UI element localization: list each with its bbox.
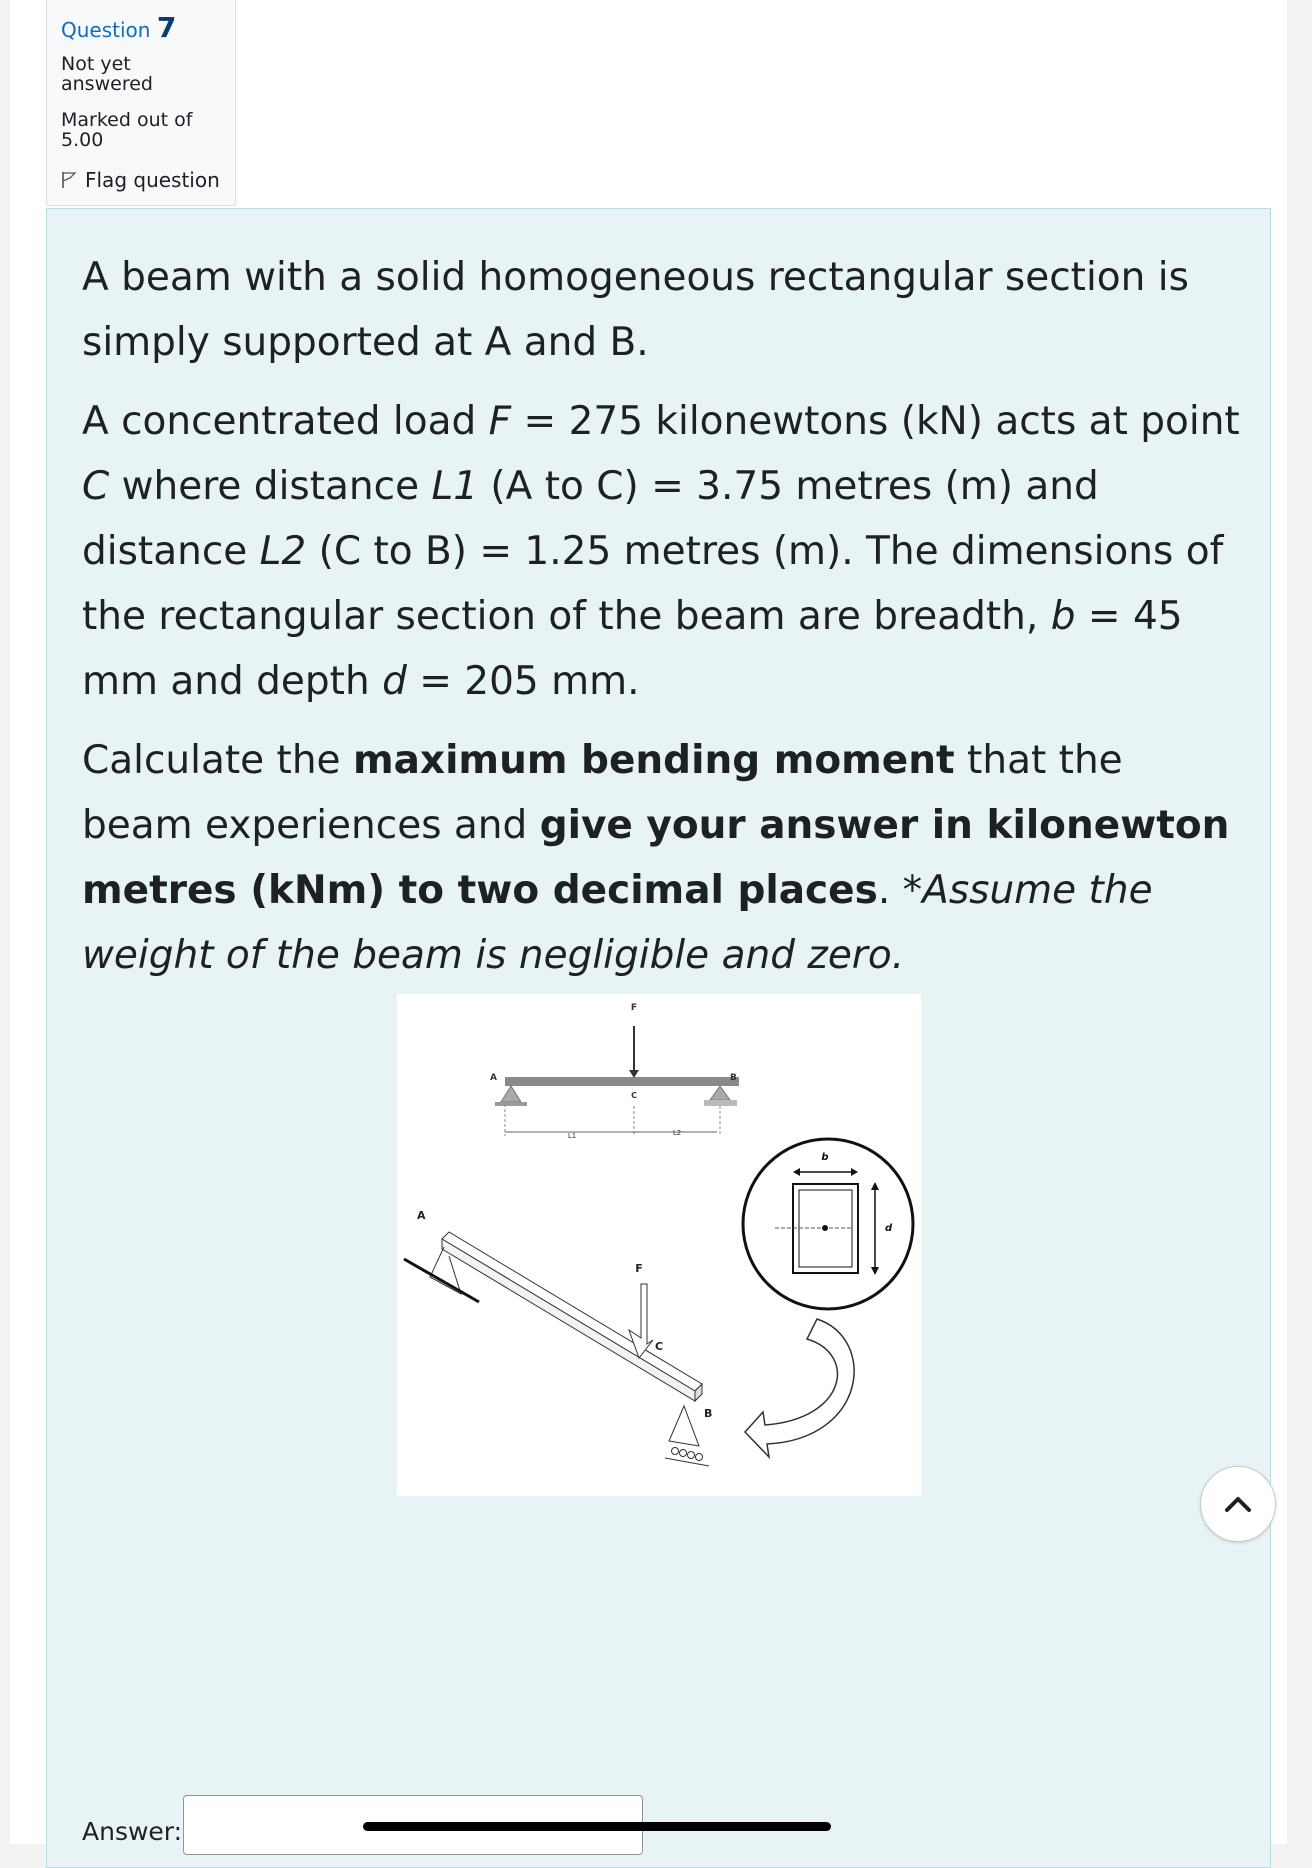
label-C-top: C	[631, 1091, 637, 1100]
ground-A	[495, 1102, 527, 1106]
answer-label: Answer:	[82, 1817, 183, 1846]
flag-icon	[61, 171, 77, 189]
question-marks: Marked out of 5.00	[61, 109, 193, 151]
beam-diagram	[397, 994, 921, 1496]
question-state: Not yet answered	[61, 53, 153, 95]
load-arrowhead-2d	[629, 1070, 639, 1078]
ground-A-3d	[404, 1259, 479, 1302]
label-d: d	[885, 1223, 893, 1234]
question-label: Question	[61, 18, 151, 42]
beam-2d	[505, 1077, 739, 1086]
roller-support-3d	[669, 1406, 699, 1446]
question-paragraph-1: A beam with a solid homogeneous rectangular section is simply supported at A and B.	[82, 255, 1189, 365]
centroid	[822, 1225, 828, 1231]
question-number	[61, 11, 221, 44]
flag-question-label: Flag question	[85, 168, 220, 192]
question-paragraph-3: Calculate the maximum bending moment that the beam experiences and give your answer in kilonewton metres (kNm) to two decimal places. *Assume the weight of the beam is negligible and zero.	[82, 738, 1230, 978]
roller-support-B	[710, 1086, 730, 1100]
label-F-3d: F	[635, 1262, 643, 1275]
label-b: b	[821, 1152, 829, 1163]
label-A-top: A	[490, 1073, 497, 1083]
question-paragraph-2: A concentrated load F = 275 kilonewtons (kN) acts at point C where distance L1 (A to C) = 3.75 metres (m) and distance L2 (C to B) = 1.25 metres (m). The dimensions of the rectangular section of the beam are breadth, b = 45 mm and depth d = 205 mm.	[82, 399, 1240, 704]
page	[10, 0, 1287, 1844]
question-text	[82, 245, 1242, 1002]
label-F-top: F	[630, 1003, 638, 1013]
question-info-panel	[46, 0, 236, 206]
curved-arrow	[745, 1319, 854, 1457]
label-C-3d: C	[655, 1340, 664, 1353]
ground-B	[704, 1100, 737, 1106]
flag-question-link[interactable]	[61, 168, 221, 192]
beam-3d-top	[442, 1232, 702, 1391]
label-B-3d: B	[704, 1407, 713, 1420]
beam-3d-side	[442, 1239, 695, 1401]
label-L2: L2	[672, 1129, 682, 1137]
question-number-value: 7	[156, 11, 177, 44]
label-A-3d: A	[417, 1209, 426, 1222]
pin-support-A	[501, 1086, 521, 1102]
beam-diagram-svg	[397, 994, 921, 1496]
chevron-up-icon	[1223, 1494, 1253, 1514]
rollers-3d	[665, 1448, 709, 1467]
label-B-top: B	[730, 1073, 737, 1083]
label-L1: L1	[567, 1132, 577, 1140]
question-formulation	[46, 208, 1271, 1868]
back-to-top-button[interactable]	[1200, 1466, 1276, 1542]
home-indicator	[363, 1822, 831, 1831]
